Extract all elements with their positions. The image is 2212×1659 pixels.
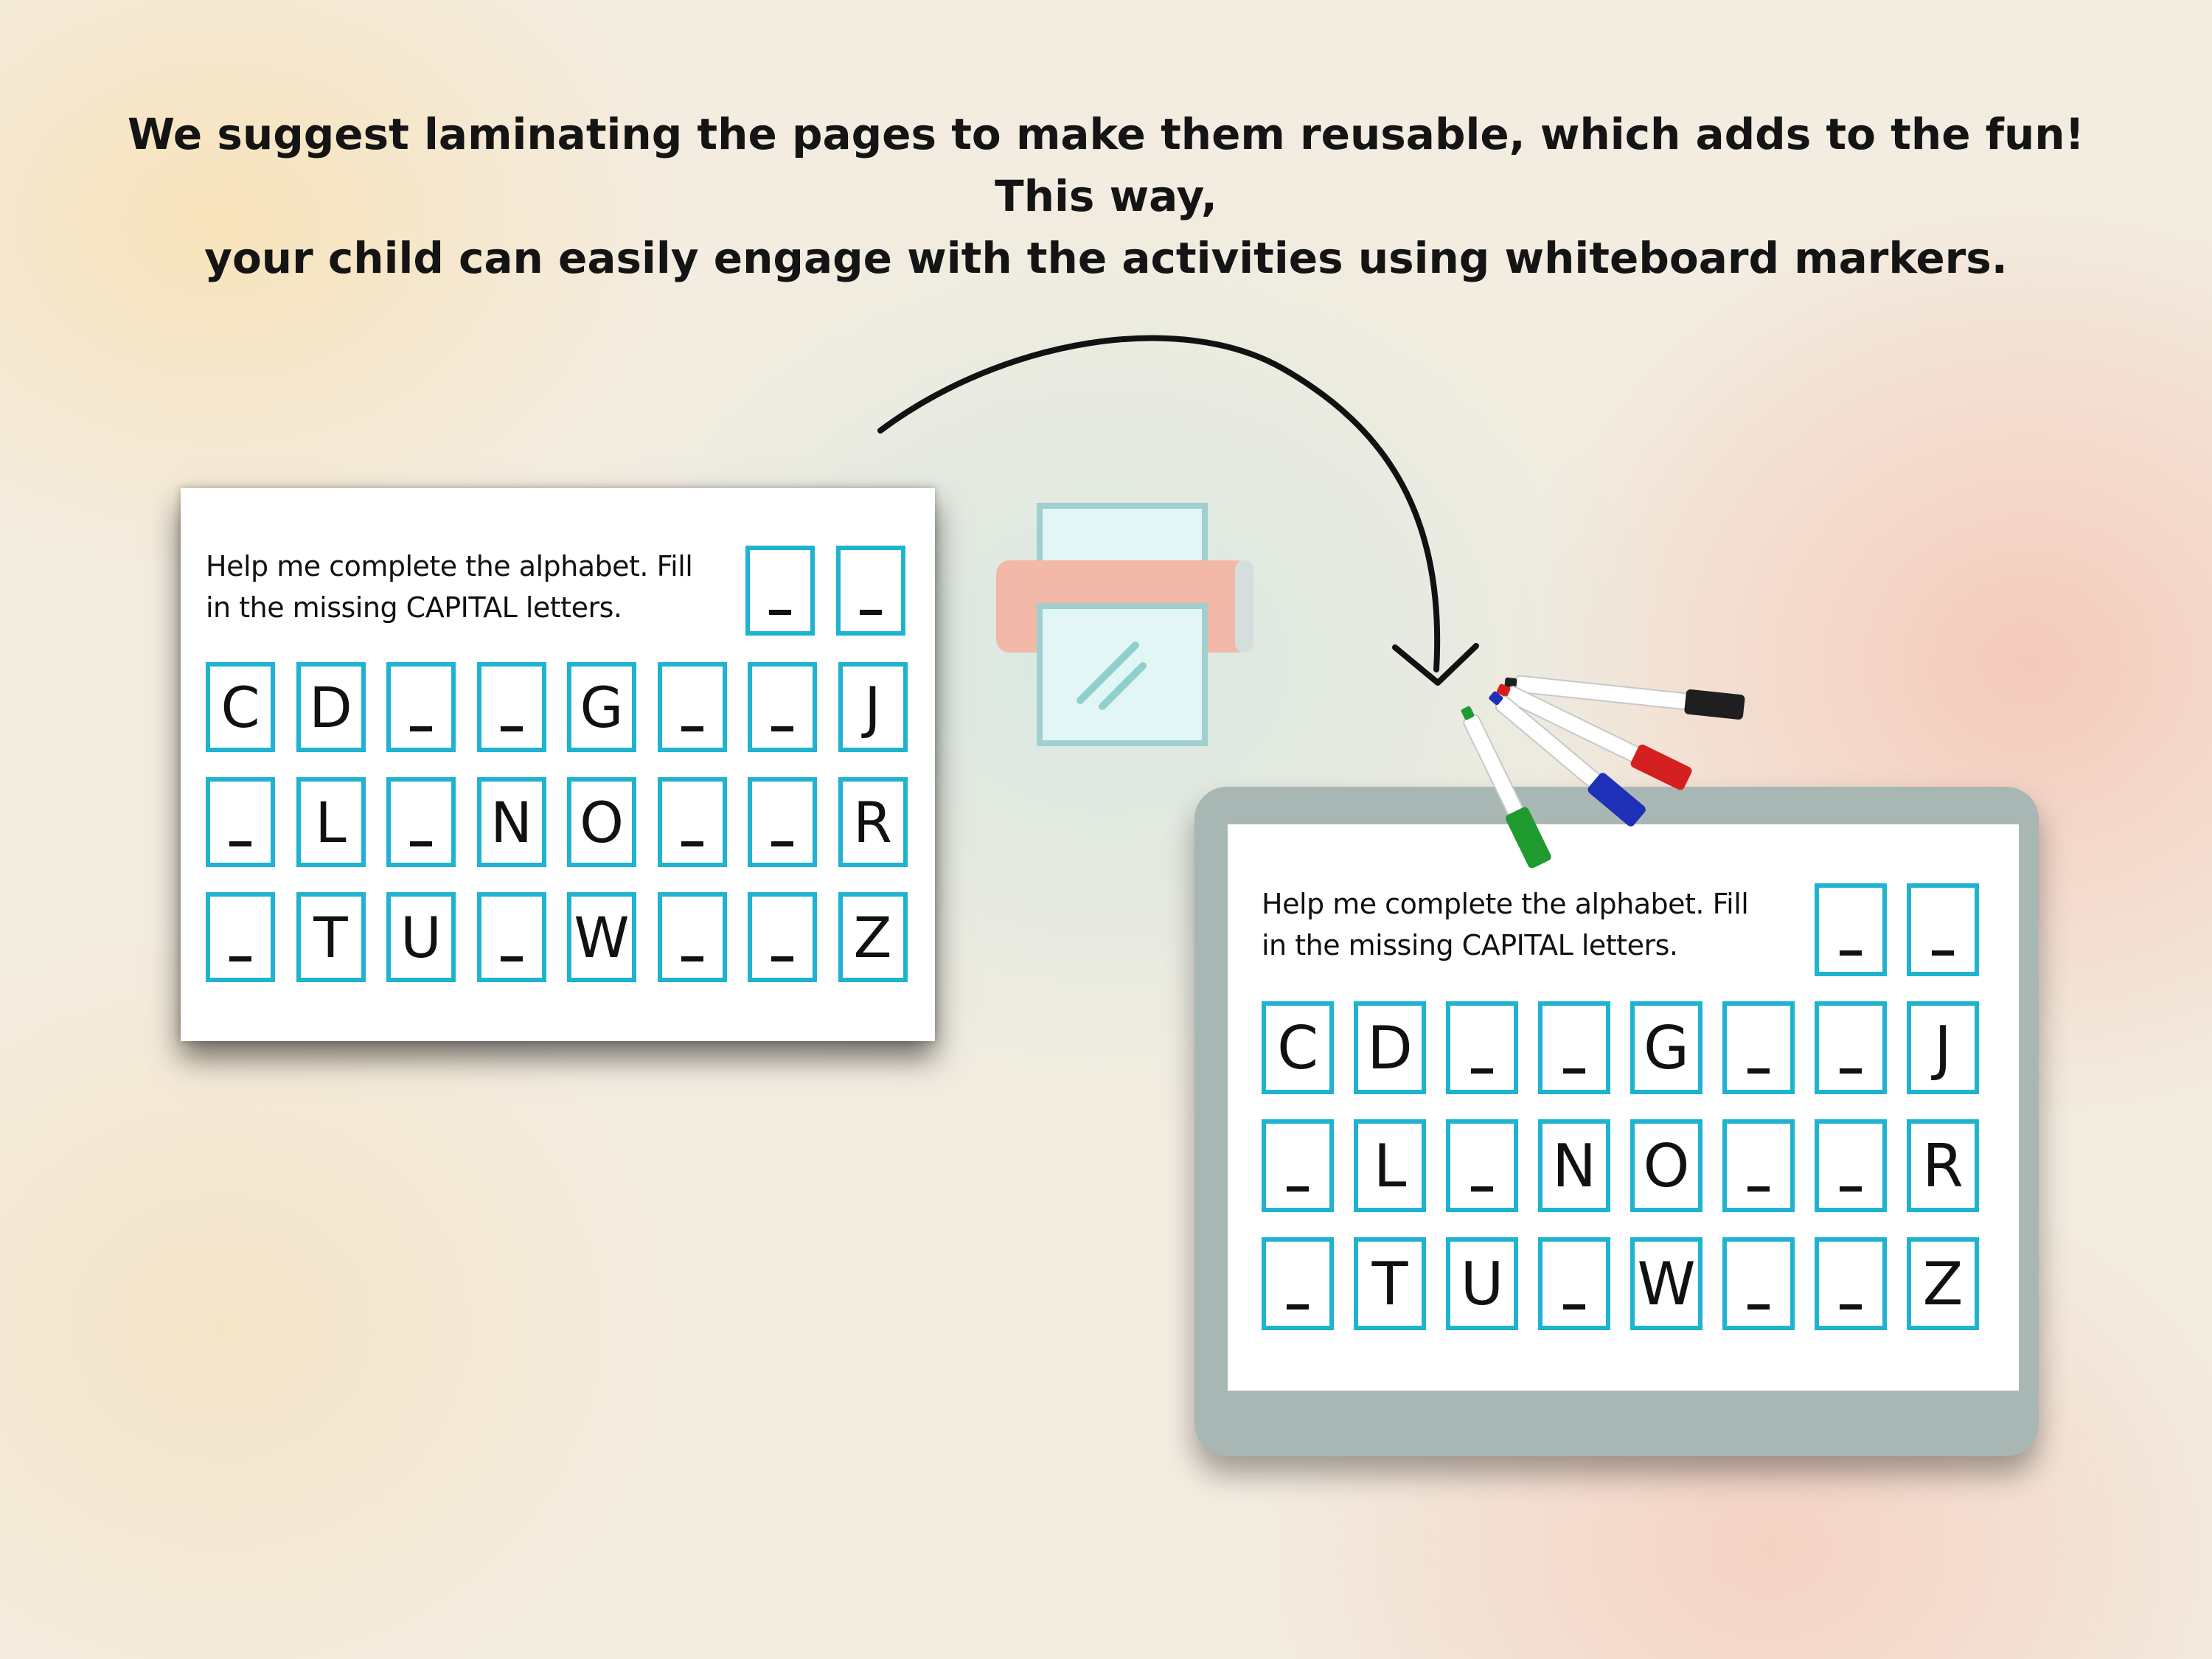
blank-letter-box[interactable]	[1446, 1001, 1518, 1094]
letter-box-w[interactable]: W	[567, 892, 636, 982]
blank-letter-box[interactable]	[1815, 1001, 1887, 1094]
blank-letter-box[interactable]	[1262, 1237, 1334, 1330]
blank-letter-box[interactable]	[1262, 1119, 1334, 1212]
whiteboard-markers-icon	[1445, 656, 1814, 892]
worksheet-instruction	[1262, 883, 1748, 966]
header-blank-box[interactable]	[1907, 883, 1979, 976]
letter-box-l[interactable]: L	[296, 777, 366, 867]
letter-box-w[interactable]: W	[1630, 1237, 1703, 1330]
printer-icon	[992, 501, 1261, 748]
blank-letter-box[interactable]	[748, 892, 817, 982]
header-blank-box[interactable]	[745, 546, 815, 636]
blank-letter-box[interactable]	[1815, 1119, 1887, 1212]
letter-box-u[interactable]: U	[1446, 1237, 1518, 1330]
blank-letter-box[interactable]	[658, 892, 727, 982]
letter-box-j[interactable]: J	[1907, 1001, 1979, 1094]
worksheet-laminated	[1228, 824, 2019, 1391]
blank-letter-box[interactable]	[748, 777, 817, 867]
letter-box-g[interactable]: G	[1630, 1001, 1703, 1094]
letter-box-d[interactable]: D	[1354, 1001, 1426, 1094]
blank-letter-box[interactable]	[1446, 1119, 1518, 1212]
blank-letter-box[interactable]	[477, 892, 546, 982]
letter-box-z[interactable]: Z	[838, 892, 908, 982]
headline-line-2: your child can easily engage with the activities using whiteboard markers.	[204, 233, 2008, 283]
worksheet-instruction	[206, 546, 692, 628]
letter-box-r[interactable]: R	[1907, 1119, 1979, 1212]
headline-line-1: We suggest laminating the pages to make them reusable, which adds to the fun! This way,	[127, 109, 2084, 221]
blank-letter-box[interactable]	[206, 892, 275, 982]
blank-letter-box[interactable]	[1722, 1119, 1795, 1212]
letter-box-n[interactable]: N	[477, 777, 546, 867]
blank-letter-box[interactable]	[658, 777, 727, 867]
blank-letter-box[interactable]	[206, 777, 275, 867]
letter-box-o[interactable]: O	[567, 777, 636, 867]
letter-box-d[interactable]: D	[296, 662, 366, 752]
instruction-line-2: in the missing CAPITAL letters.	[1262, 929, 1678, 961]
blank-letter-box[interactable]	[1538, 1001, 1610, 1094]
letter-box-c[interactable]: C	[206, 662, 275, 752]
blank-letter-box[interactable]	[748, 662, 817, 752]
blank-letter-box[interactable]	[386, 662, 456, 752]
letter-box-j[interactable]: J	[838, 662, 908, 752]
letter-box-t[interactable]: T	[296, 892, 366, 982]
header-blank-box[interactable]	[836, 546, 905, 636]
blank-letter-box[interactable]	[386, 777, 456, 867]
letter-box-g[interactable]: G	[567, 662, 636, 752]
letter-box-o[interactable]: O	[1630, 1119, 1703, 1212]
letter-box-l[interactable]: L	[1354, 1119, 1426, 1212]
instruction-line-2: in the missing CAPITAL letters.	[206, 591, 622, 624]
letter-box-u[interactable]: U	[386, 892, 456, 982]
blank-letter-box[interactable]	[658, 662, 727, 752]
letter-box-t[interactable]: T	[1354, 1237, 1426, 1330]
headline	[74, 103, 2138, 289]
blank-letter-box[interactable]	[1722, 1001, 1795, 1094]
letter-box-n[interactable]: N	[1538, 1119, 1610, 1212]
blank-letter-box[interactable]	[477, 662, 546, 752]
blank-letter-box[interactable]	[1538, 1237, 1610, 1330]
header-blank-box[interactable]	[1815, 883, 1887, 976]
blank-letter-box[interactable]	[1722, 1237, 1795, 1330]
instruction-line-1: Help me complete the alphabet. Fill	[206, 550, 693, 582]
letter-box-z[interactable]: Z	[1907, 1237, 1979, 1330]
instruction-line-1: Help me complete the alphabet. Fill	[1262, 888, 1749, 920]
letter-box-c[interactable]: C	[1262, 1001, 1334, 1094]
blank-letter-box[interactable]	[1815, 1237, 1887, 1330]
letter-box-r[interactable]: R	[838, 777, 908, 867]
worksheet-printed	[181, 488, 935, 1041]
